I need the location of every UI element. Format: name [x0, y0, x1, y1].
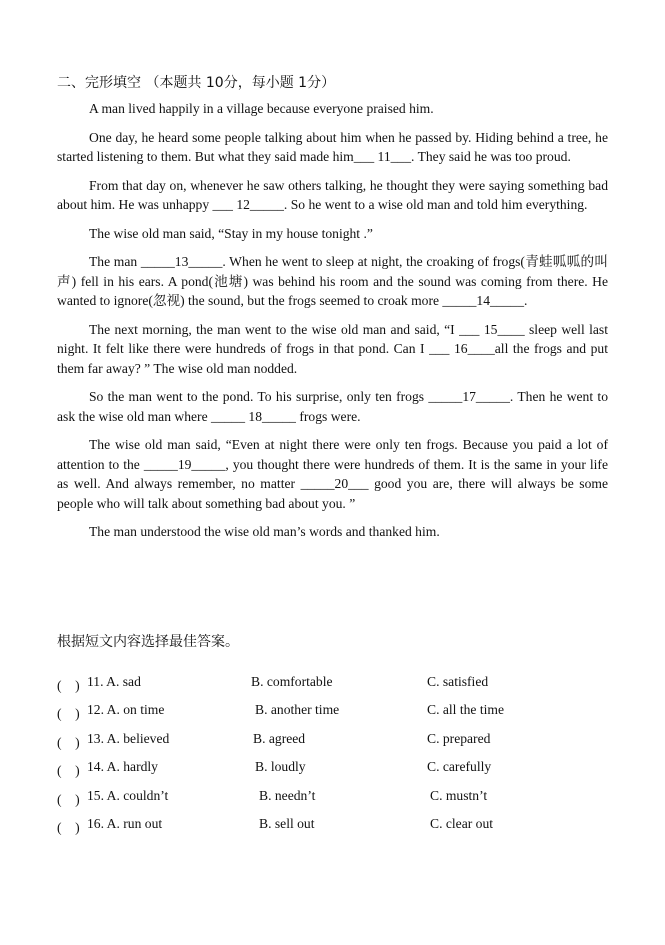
- question-row: [57, 674, 617, 702]
- question-row: [57, 702, 617, 730]
- option-a: 15. A. couldn’t: [87, 787, 169, 803]
- answer-blank[interactable]: ( ): [57, 791, 80, 807]
- question-list: [57, 674, 617, 844]
- section-title: 二、完形填空 （本题共 10分，每小题 1分）: [57, 75, 336, 91]
- option-a: 16. A. run out: [87, 815, 163, 831]
- answer-blank[interactable]: ( ): [57, 706, 80, 722]
- option-a: 12. A. on time: [87, 702, 165, 718]
- passage-paragraph: The wise old man said, “Even at night there were only ten frogs. Because you paid a lot of attention to the _____19_____, you thought there were hundreds of them. It is the same in your life as well. And always remember, no matter _____20___ good you are, there will always be some people who will talk about something bad about you. ”: [57, 437, 608, 511]
- option-c: C. mustn’t: [430, 787, 488, 803]
- passage-paragraph: From that day on, whenever he saw others talking, he thought they were saying something bad about him. He was unhappy ___ 12_____. So he went to a wise old man and told him everything.: [57, 177, 608, 212]
- passage-paragraph: So the man went to the pond. To his surprise, only ten frogs _____17_____. Then he went to ask the wise old man where _____ 18_____ frogs were.: [57, 389, 608, 424]
- option-c: C. satisfied: [427, 674, 489, 689]
- option-b: B. needn’t: [259, 787, 316, 803]
- option-a: 13. A. believed: [87, 730, 170, 746]
- answer-blank[interactable]: ( ): [57, 734, 80, 750]
- option-c: C. all the time: [427, 702, 505, 718]
- question-instruction: 根据短文内容选择最佳答案。: [57, 634, 239, 650]
- option-b: B. loudly: [255, 759, 306, 775]
- option-b: B. agreed: [253, 730, 306, 746]
- question-row: [57, 759, 617, 787]
- question-row: [57, 816, 617, 844]
- option-a: 14. A. hardly: [87, 759, 158, 775]
- passage-paragraph: The man _____13_____. When he went to sleep at night, the croaking of frogs(青蛙呱呱的叫声) fell in his ears. A pond(池塘) was behind his room and the sound was coming from there. He wanted to ignore(忽视) the sound, but the frogs seemed to croak more _____14_____.: [57, 254, 608, 308]
- option-c: C. carefully: [427, 759, 492, 775]
- option-a: 11. A. sad: [87, 674, 141, 689]
- answer-blank[interactable]: ( ): [57, 763, 80, 779]
- option-b: B. comfortable: [251, 674, 333, 689]
- answer-blank[interactable]: ( ): [57, 678, 80, 693]
- option-c: C. clear out: [430, 815, 494, 831]
- passage-paragraph: One day, he heard some people talking about him when he passed by. Hiding behind a tree, he started listening to them. But what they said made him___ 11___. They said he was too proud.: [57, 129, 608, 164]
- question-row: [57, 788, 617, 816]
- passage-paragraph: A man lived happily in a village because everyone praised him.: [89, 101, 434, 116]
- passage-paragraph: The man understood the wise old man’s words and thanked him.: [89, 524, 440, 539]
- option-b: B. another time: [255, 702, 340, 718]
- option-c: C. prepared: [427, 730, 491, 746]
- question-row: [57, 731, 617, 759]
- cloze-passage: [57, 99, 608, 542]
- answer-blank[interactable]: ( ): [57, 819, 80, 835]
- passage-paragraph: The next morning, the man went to the wise old man and said, “I ___ 15____ sleep well last night. It felt like there were hundreds of frogs in that pond. Can I ___ 16____all the frogs and put them far away? ” The wise old man nodded.: [57, 321, 608, 376]
- passage-paragraph: The wise old man said, “Stay in my house tonight .”: [89, 225, 373, 241]
- option-b: B. sell out: [259, 815, 315, 831]
